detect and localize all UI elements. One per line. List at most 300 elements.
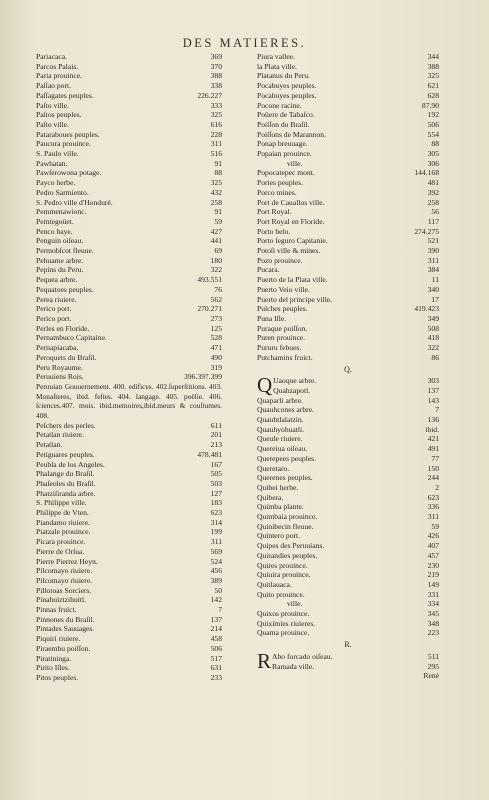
- entry-page: 562: [210, 294, 222, 304]
- index-entry: [36, 130, 222, 140]
- index-entry: [257, 139, 439, 149]
- entry-page: 348: [427, 618, 439, 628]
- entry-page: 230: [427, 560, 439, 570]
- entry-term: Quauhyohuatli.: [257, 424, 305, 434]
- entry-term: Port Royal en Floride.: [257, 216, 325, 226]
- entry-term: Quires prouince.: [257, 560, 308, 570]
- index-entry: [36, 304, 222, 314]
- index-entry: [257, 304, 439, 314]
- index-entry: [257, 628, 439, 638]
- entry-term: Quiximies riuieres.: [257, 618, 316, 628]
- entry-term: Uaoque arbre.: [273, 376, 317, 386]
- index-entry: [36, 576, 222, 586]
- index-entry: [36, 139, 222, 149]
- entry-term: Petatlan riuiere.: [36, 430, 85, 440]
- index-entry: [257, 275, 439, 285]
- entry-page: 369: [210, 52, 222, 61]
- entry-page: ibid.: [425, 424, 439, 434]
- index-entry: [36, 62, 222, 72]
- index-entry: [36, 246, 222, 256]
- index-entry: [36, 236, 222, 246]
- index-entry: [36, 557, 222, 567]
- entry-term: Paſſagates peuples.: [36, 90, 94, 100]
- index-entry: [257, 265, 439, 275]
- entry-term: Pintades Sauuages.: [36, 624, 95, 634]
- index-entry: [257, 444, 439, 454]
- entry-page: 505: [210, 469, 222, 479]
- entry-term: S. Philippe ville.: [36, 498, 87, 508]
- index-entry: [36, 430, 222, 440]
- entry-page: 418: [427, 333, 439, 343]
- index-entry: [36, 353, 222, 363]
- entry-term: Poiſſon du Braſil.: [257, 119, 310, 129]
- entry-term: Pururu febues.: [257, 343, 302, 353]
- entry-term: Queule riuiere.: [257, 434, 303, 444]
- entry-page: 388: [210, 71, 222, 81]
- entry-term: Pilcomayo riuiere.: [36, 566, 93, 576]
- index-entry: [36, 537, 222, 547]
- index-entry: [257, 120, 439, 130]
- entry-term: Poüere de Tabaſco.: [257, 110, 315, 120]
- entry-term: Piandamo riuiere.: [36, 517, 90, 527]
- index-entry: [257, 590, 439, 600]
- index-entry: [257, 149, 439, 159]
- index-entry: [36, 285, 222, 295]
- index-entry: [36, 372, 222, 382]
- index-entry: [36, 595, 222, 605]
- index-entry: [257, 236, 439, 246]
- entry-page: 338: [210, 81, 222, 91]
- entry-page: 508: [427, 323, 439, 333]
- index-entry: [257, 609, 439, 619]
- index-entry: [257, 217, 439, 227]
- index-entry: [257, 198, 439, 208]
- entry-page: 457: [427, 550, 439, 560]
- entry-term: Peubla de los Angeles.: [36, 459, 105, 469]
- entry-term: Queretaro.: [257, 463, 290, 473]
- entry-term: Pernambuco Capitaine.: [36, 333, 107, 343]
- entry-term: Pozo prouince.: [257, 255, 303, 265]
- index-entry: [257, 619, 439, 629]
- page-header: DES MATIERES.: [182, 36, 307, 50]
- entry-page: 59: [214, 216, 222, 226]
- entry-page: 273: [210, 313, 222, 323]
- entry-page: 50: [214, 585, 222, 595]
- entry-page: 524: [210, 556, 222, 566]
- index-entry: [257, 188, 439, 198]
- index-entry: [257, 81, 439, 91]
- entry-page: 69: [214, 246, 222, 256]
- entry-term: Perles en Floride.: [36, 323, 90, 333]
- entry-term: Potoſi ville & mines.: [257, 246, 321, 256]
- entry-page: 344: [427, 52, 439, 61]
- entry-term: Pocone racine.: [257, 100, 302, 110]
- entry-term: Pulches peuples.: [257, 304, 308, 314]
- entry-page: 86: [431, 352, 439, 362]
- index-entry: [36, 440, 222, 450]
- entry-page: 258: [210, 197, 222, 207]
- entry-page: 319: [210, 362, 222, 372]
- entry-term: Pawſerowona potage.: [36, 168, 102, 178]
- entry-term: Abo forcado oiſeau.: [272, 651, 333, 661]
- entry-term: Pawhatan.: [36, 158, 68, 168]
- index-entry: [257, 246, 439, 256]
- entry-term: Puren prouince.: [257, 333, 306, 343]
- entry-term: Quimbaia prouince.: [257, 512, 318, 522]
- index-entry: [36, 615, 222, 625]
- entry-page: 303: [427, 376, 439, 386]
- entry-page: 478.481: [197, 449, 222, 459]
- entry-page: 481: [427, 178, 439, 188]
- entry-page: 325: [427, 71, 439, 81]
- entry-term: Peru Royaume.: [36, 362, 83, 372]
- entry-page: 419.423: [414, 304, 439, 314]
- entry-page: 569: [210, 546, 222, 556]
- index-entry: [36, 479, 222, 489]
- entry-page: 56: [431, 207, 439, 217]
- index-entry: [36, 324, 222, 334]
- entry-term: Puerto de la Plata ville.: [257, 275, 328, 285]
- entry-page: 616: [210, 119, 222, 129]
- index-entry: [36, 168, 222, 178]
- entry-page: 87.90: [421, 100, 439, 110]
- index-entry: [257, 101, 439, 111]
- index-entry: [36, 634, 222, 644]
- entry-page: 623: [210, 508, 222, 518]
- entry-term: Perea riuiere.: [36, 294, 77, 304]
- entry-page: 59: [431, 521, 439, 531]
- entry-term: Porco mines.: [257, 187, 297, 197]
- entry-term: Penguin oiſeau.: [36, 236, 84, 246]
- index-entry: [36, 673, 222, 683]
- entry-term: Piquiri riuiere.: [36, 634, 81, 644]
- index-entry: [257, 343, 439, 353]
- index-entry: [36, 518, 222, 528]
- index-entry: [36, 547, 222, 557]
- entry-page: 407: [427, 541, 439, 551]
- index-entry: [36, 508, 222, 518]
- entry-page: 490: [210, 352, 222, 362]
- index-entry: [36, 527, 222, 537]
- section-letter-q: Q.: [344, 364, 352, 374]
- entry-term: Ponap breuuage.: [257, 139, 308, 149]
- index-entry: [257, 91, 439, 101]
- entry-term: Pocabuyes peuples.: [257, 81, 317, 91]
- entry-page: 390: [427, 246, 439, 256]
- index-entry: [36, 343, 222, 353]
- entry-page: 322: [210, 265, 222, 275]
- entry-page: 311: [427, 512, 439, 522]
- entry-page: 388: [427, 61, 439, 71]
- index-entry: [257, 561, 439, 571]
- entry-term: Popocatepec mont.: [257, 168, 315, 178]
- entry-page: 144.168: [414, 168, 439, 178]
- index-entry: [36, 149, 222, 159]
- entry-term: Pinnones du Braſil.: [36, 614, 95, 624]
- entry-page: 2: [435, 482, 439, 492]
- entry-term: Peruuiens Rois.: [36, 372, 84, 382]
- entry-term: Paſtos peuples.: [36, 110, 82, 120]
- entry-page: 127: [210, 488, 222, 498]
- drop-cap-q: Q: [257, 373, 273, 398]
- entry-page: 517: [210, 653, 222, 663]
- entry-term: Poiſſons de Marannon.: [257, 129, 326, 139]
- index-entry: [36, 498, 222, 508]
- entry-term: Quixos prouince.: [257, 609, 310, 619]
- entry-term: Quama prouince.: [257, 628, 310, 638]
- index-entry: [36, 586, 222, 596]
- entry-page: 396.397.399: [184, 372, 222, 382]
- index-entry: [36, 450, 222, 460]
- entry-page: 305: [427, 149, 439, 159]
- entry-term: Petiguares peuples.: [36, 449, 95, 459]
- entry-term: Querepees peuples.: [257, 453, 317, 463]
- entry-page: 611: [210, 420, 222, 430]
- entry-page: 7: [218, 605, 222, 615]
- index-entry: [257, 207, 439, 217]
- index-entry: [257, 396, 439, 406]
- index-entry: [273, 376, 439, 386]
- entry-page: 91: [214, 158, 222, 168]
- entry-page: 631: [210, 663, 222, 673]
- index-entry: [272, 662, 439, 672]
- index-entry: [272, 652, 439, 662]
- entry-page: 226.227: [197, 90, 222, 100]
- entry-page: 336: [427, 502, 439, 512]
- entry-page: 471: [210, 343, 222, 353]
- index-entry: [257, 502, 439, 512]
- entry-page: 503: [210, 478, 222, 488]
- entry-term: Quirandies peuples.: [257, 550, 318, 560]
- entry-page: 149: [427, 579, 439, 589]
- entry-term: Phalange du Braſil.: [36, 469, 95, 479]
- index-entry: [257, 531, 439, 541]
- entry-page: 88: [431, 139, 439, 149]
- index-entry: [257, 178, 439, 188]
- entry-page: 17: [431, 294, 439, 304]
- entry-page: 506: [210, 643, 222, 653]
- entry-page: 621: [427, 81, 439, 91]
- index-entry: [257, 473, 439, 483]
- entry-term: Pinahuiztzihuitl.: [36, 595, 86, 605]
- entry-page: 554: [427, 129, 439, 139]
- entry-page: 258: [427, 197, 439, 207]
- entry-page: 628: [427, 90, 439, 100]
- entry-page: 311: [427, 255, 439, 265]
- index-entry: [36, 188, 222, 198]
- index-entry: [36, 275, 222, 285]
- index-entry: [36, 227, 222, 237]
- entry-term: Pierre Pierrez Heyn.: [36, 556, 98, 566]
- r-section-start: [257, 648, 439, 673]
- entry-page: 392: [427, 187, 439, 197]
- entry-term: Piatzale prouince.: [36, 527, 91, 537]
- peruuian-gouuernement-entry: Peruuian Gouuernement. 400. edifices. 402.ſuperſtitions. 403. Monaſteres, ibid. feſtes. 404. langage. 405. poëſie. 406. ſciences.407. mois. ibid.memoires,ibid.meurs & couſtumes. 408.: [36, 381, 222, 421]
- entry-term: Petatlan.: [36, 440, 63, 450]
- entry-page: 325: [210, 110, 222, 120]
- entry-page: 270.271: [197, 304, 222, 314]
- entry-term: Quaparli arbre.: [257, 395, 303, 405]
- index-entry: [36, 198, 222, 208]
- index-entry: [257, 551, 439, 561]
- entry-term: S. Pedro ville d'Honduré.: [36, 197, 113, 207]
- index-entry: [36, 333, 222, 343]
- entry-term: Platanus du Peru.: [257, 71, 310, 81]
- entry-page: 214: [210, 624, 222, 634]
- left-entries: [36, 52, 222, 382]
- catchword: René: [423, 671, 439, 681]
- index-entry: [36, 644, 222, 654]
- entry-page: 233: [210, 673, 222, 682]
- right-entries: [257, 52, 439, 159]
- index-entry: [36, 101, 222, 111]
- entry-term: Paria prouince.: [36, 71, 82, 81]
- entry-term: Pitos peuples.: [36, 673, 79, 682]
- index-entry: [257, 425, 439, 435]
- entry-term: Pariacaca.: [36, 52, 67, 61]
- index-entry: [36, 256, 222, 266]
- entry-page: 623: [427, 492, 439, 502]
- left-column: [36, 52, 222, 683]
- entry-term: Quimba plante.: [257, 502, 304, 512]
- entry-page: 228: [210, 129, 222, 139]
- entry-term: Pepins du Peru.: [36, 265, 84, 275]
- index-entry: [257, 541, 439, 551]
- entry-term: Puna Iſle.: [257, 313, 287, 323]
- entry-page: 199: [210, 527, 222, 537]
- entry-term: Puraque poiſſon.: [257, 323, 308, 333]
- entry-term: Pillotoas Sorciers.: [36, 585, 92, 595]
- index-entry: [257, 110, 439, 120]
- entry-term: Pories peuples.: [257, 178, 303, 188]
- index-entry: [257, 333, 439, 343]
- entry-term: Peroquets du Braſil.: [36, 352, 97, 362]
- entry-page: 192: [427, 110, 439, 120]
- index-entry: [257, 353, 439, 363]
- entry-term: S. Paulo ville.: [36, 149, 79, 159]
- index-entry: [257, 415, 439, 425]
- index-entry: [36, 624, 222, 634]
- entry-page: 521: [427, 236, 439, 246]
- entry-term: Pemtegoüet.: [36, 216, 74, 226]
- entry-term: Picara prouince.: [36, 537, 86, 547]
- entry-term: Ramada ville.: [272, 661, 315, 671]
- entry-page: 506: [427, 119, 439, 129]
- entry-page: 183: [210, 498, 222, 508]
- entry-term: Putchamins fruict.: [257, 352, 313, 362]
- entry-term: Pinnas fruict.: [36, 605, 77, 615]
- entry-page: 441: [210, 236, 222, 246]
- index-entry: [257, 464, 439, 474]
- index-entry: [257, 580, 439, 590]
- right-entries-continued: [257, 168, 439, 362]
- entry-term: Paſto ville.: [36, 100, 69, 110]
- index-entry: [257, 52, 439, 62]
- entry-term: Querenes peuples.: [257, 473, 313, 483]
- entry-term: Quito prouince.: [257, 589, 305, 599]
- entry-page: 213: [210, 440, 222, 450]
- index-entry: [36, 217, 222, 227]
- index-entry: [36, 110, 222, 120]
- entry-page: 136: [427, 415, 439, 425]
- index-entry: [36, 295, 222, 305]
- entry-page: 458: [210, 634, 222, 644]
- entry-page: 314: [210, 517, 222, 527]
- entry-term: Quahzapotl.: [273, 385, 311, 395]
- entry-term: Phatziſiranda arbre.: [36, 488, 96, 498]
- entry-page: 91: [214, 207, 222, 217]
- index-entry: [257, 483, 439, 493]
- q-entries: [257, 396, 439, 600]
- entry-page: 274.275: [414, 226, 439, 236]
- index-entry: [257, 512, 439, 522]
- index-entry: [257, 522, 439, 532]
- entry-page: 528: [210, 333, 222, 343]
- left-entries-continued: [36, 421, 222, 683]
- index-entry: [36, 52, 222, 62]
- entry-term: Pilcomayo riuiere.: [36, 575, 93, 585]
- entry-page: 143: [427, 395, 439, 405]
- entry-page: 117: [427, 216, 439, 226]
- entry-term: Quereiua oiſeau.: [257, 444, 308, 454]
- index-entry: [257, 493, 439, 503]
- entry-page: 331: [427, 589, 439, 599]
- entry-page: 340: [427, 284, 439, 294]
- entry-term: Pernapiacaba.: [36, 343, 79, 353]
- entry-page: 389: [210, 575, 222, 585]
- entry-term: la Plata ville.: [257, 61, 297, 71]
- q-section-start: [257, 373, 439, 398]
- entry-term: Parcos Palais.: [36, 61, 79, 71]
- index-entry: [36, 363, 222, 373]
- index-entry: [257, 130, 439, 140]
- entry-term: Quauhcones arbre.: [257, 405, 314, 415]
- entry-page: 167: [210, 459, 222, 469]
- entry-term: Quiuira prouince.: [257, 570, 311, 580]
- entry-page: 421: [427, 434, 439, 444]
- index-entry: [257, 256, 439, 266]
- index-entry: [36, 71, 222, 81]
- entry-page: 201: [210, 430, 222, 440]
- entry-term: Pehuame arbre.: [36, 255, 84, 265]
- entry-term: Pocabuyes peuples.: [257, 90, 317, 100]
- entry-page: 493.551: [197, 275, 222, 285]
- entry-term: Permobſcot fleuue.: [36, 246, 94, 256]
- index-entry: [257, 314, 439, 324]
- index-entry: [257, 71, 439, 81]
- entry-term: Puerto del principe ville.: [257, 294, 333, 304]
- index-entry: [36, 469, 222, 479]
- entry-page: 88: [214, 168, 222, 178]
- entry-term: Quipes des Peruuians.: [257, 541, 325, 551]
- entry-term: Port de Cauallos ville.: [257, 197, 325, 207]
- right-column: [257, 52, 439, 681]
- index-entry: [36, 265, 222, 275]
- drop-cap-r: R: [257, 648, 272, 673]
- entry-term: Quibera.: [257, 492, 284, 502]
- entry-term: Paſſao port.: [36, 81, 72, 91]
- index-entry: [36, 120, 222, 130]
- entry-term: Popaian prouince.: [257, 149, 312, 159]
- entry-term: Pirito Iſles.: [36, 663, 70, 673]
- entry-term: Piura vallee.: [257, 52, 295, 61]
- index-entry: ville. 306: [287, 158, 439, 168]
- entry-page: 426: [427, 531, 439, 541]
- entry-page: 180: [210, 255, 222, 265]
- entry-page: 311: [210, 537, 222, 547]
- entry-term: Quintero port.: [257, 531, 301, 541]
- entry-page: 345: [427, 609, 439, 619]
